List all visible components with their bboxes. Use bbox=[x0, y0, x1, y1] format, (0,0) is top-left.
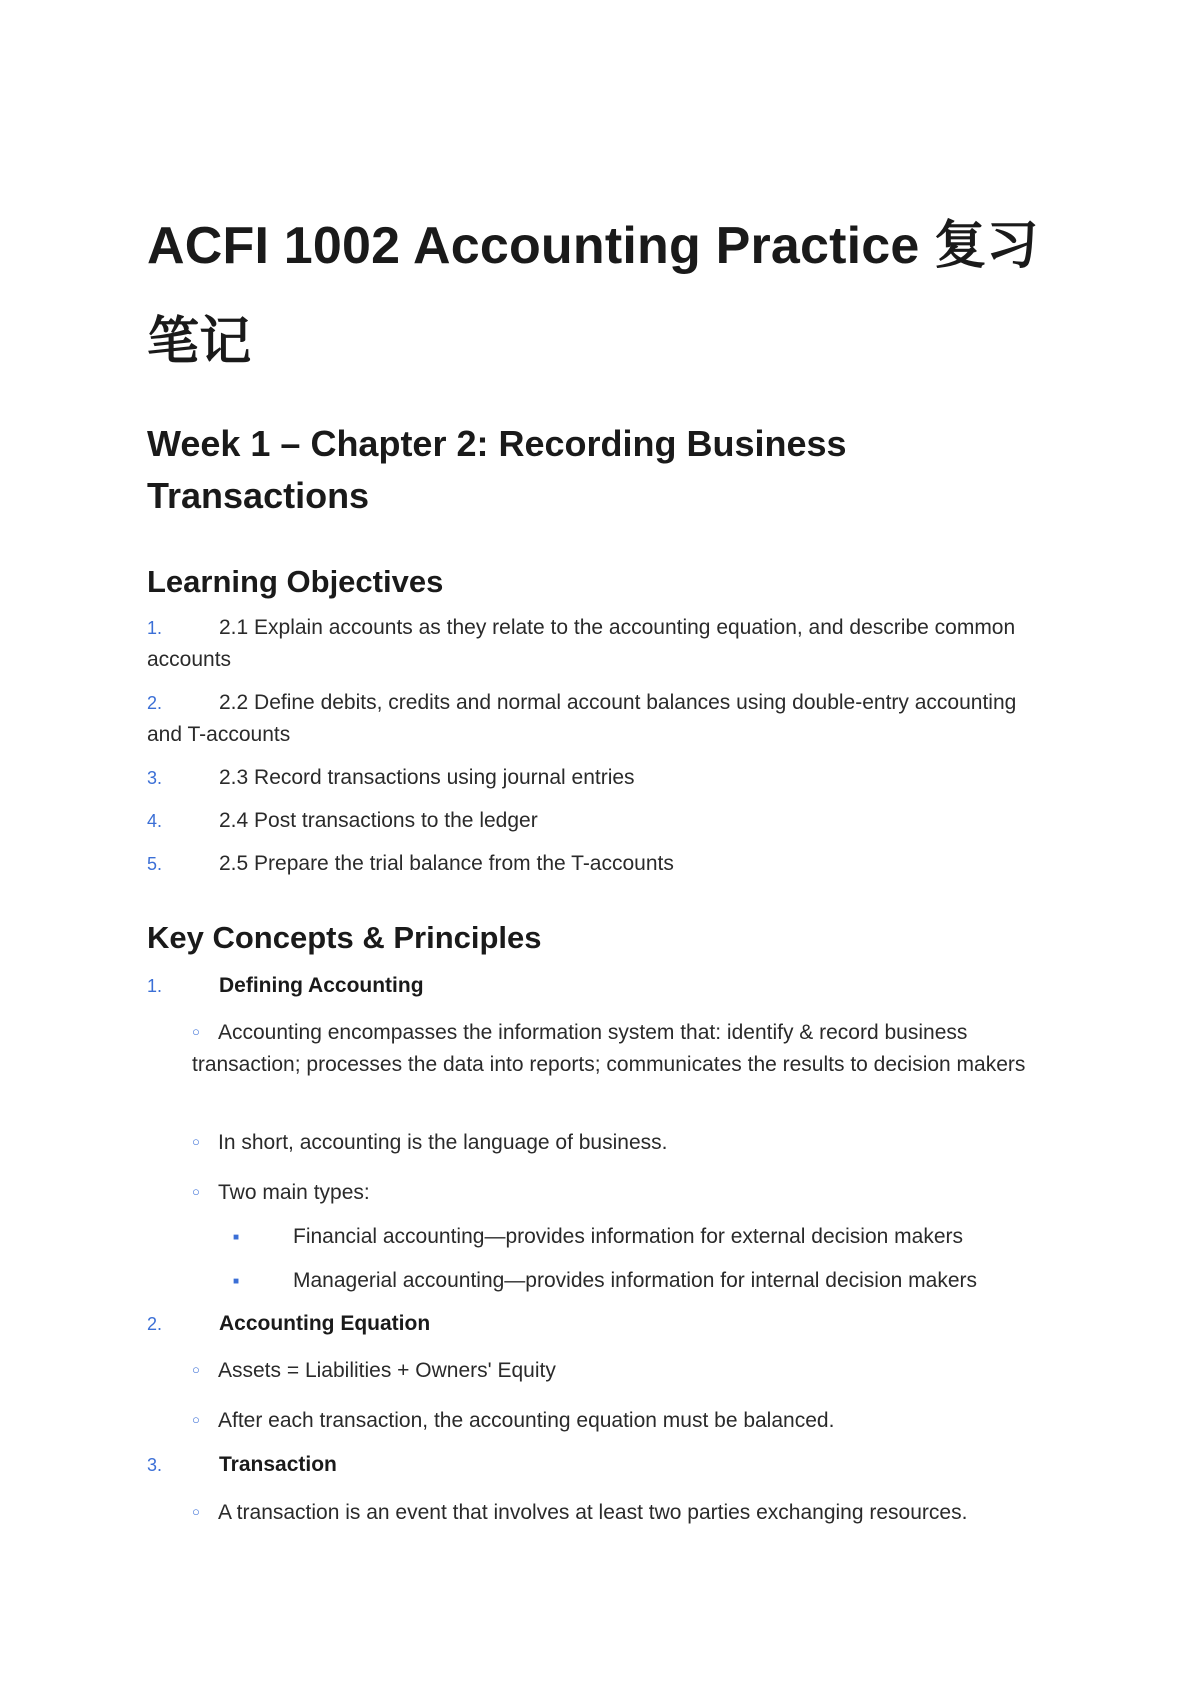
concept-heading-accounting-equation bbox=[147, 1308, 1047, 1340]
bullet-text: Accounting encompasses the information system that: identify & record business transaction; processes the data into reports; communicates the results to decision makers bbox=[192, 1021, 1026, 1076]
bullet-text: In short, accounting is the language of business. bbox=[218, 1131, 668, 1154]
concept-bullet bbox=[192, 1126, 1042, 1159]
concept-sub-bullet bbox=[233, 1265, 1053, 1298]
list-item-text: 2.4 Post transactions to the ledger bbox=[219, 809, 538, 832]
list-item bbox=[147, 848, 1027, 880]
circle-bullet-icon: ○ bbox=[192, 1134, 200, 1149]
concept-title: Transaction bbox=[219, 1453, 337, 1476]
list-item bbox=[147, 612, 1027, 676]
concept-bullet bbox=[192, 1404, 1042, 1437]
concept-bullet bbox=[192, 1176, 1042, 1209]
key-concepts-heading: Key Concepts & Principles bbox=[147, 920, 542, 955]
list-number: 3. bbox=[147, 768, 163, 788]
concept-bullet bbox=[192, 1354, 1042, 1387]
bullet-text: Two main types: bbox=[218, 1181, 370, 1204]
list-number: 4. bbox=[147, 811, 163, 831]
learning-objectives-list bbox=[147, 612, 1027, 891]
sub-bullet-text: Financial accounting—provides information for external decision makers bbox=[293, 1225, 963, 1248]
circle-bullet-icon: ○ bbox=[192, 1412, 200, 1427]
square-bullet-icon: ■ bbox=[233, 1276, 240, 1287]
bullet-text: After each transaction, the accounting equation must be balanced. bbox=[218, 1409, 835, 1432]
list-item-text: 2.1 Explain accounts as they relate to the accounting equation, and describe common accounts bbox=[147, 616, 1016, 671]
list-item bbox=[147, 805, 1027, 837]
sub-bullet-text: Managerial accounting—provides information for internal decision makers bbox=[293, 1269, 978, 1292]
list-item bbox=[147, 762, 1027, 794]
document-title: ACFI 1002 Accounting Practice 复习笔记 bbox=[147, 217, 1039, 371]
list-number: 3. bbox=[147, 1455, 163, 1475]
concept-heading-defining-accounting bbox=[147, 970, 1047, 1002]
list-item-text: 2.3 Record transactions using journal entries bbox=[219, 766, 635, 789]
circle-bullet-icon: ○ bbox=[192, 1362, 200, 1377]
list-number: 1. bbox=[147, 618, 163, 638]
list-number: 2. bbox=[147, 693, 163, 713]
concept-bullet bbox=[192, 1016, 1042, 1081]
bullet-text: A transaction is an event that involves at least two parties exchanging resources. bbox=[218, 1501, 968, 1524]
learning-objectives-heading: Learning Objectives bbox=[147, 564, 444, 599]
week-heading: Week 1 – Chapter 2: Recording Business Transactions bbox=[147, 423, 847, 516]
concept-title: Accounting Equation bbox=[219, 1312, 431, 1335]
concept-title: Defining Accounting bbox=[219, 974, 424, 997]
circle-bullet-icon: ○ bbox=[192, 1504, 200, 1519]
list-number: 1. bbox=[147, 976, 163, 996]
list-number: 5. bbox=[147, 854, 163, 874]
concept-sub-bullet bbox=[233, 1221, 1053, 1254]
list-item-text: 2.2 Define debits, credits and normal account balances using double-entry accounting and T-accounts bbox=[147, 691, 1017, 746]
concept-bullet bbox=[192, 1496, 1042, 1529]
bullet-text: Assets = Liabilities + Owners' Equity bbox=[218, 1359, 556, 1382]
list-item bbox=[147, 687, 1027, 751]
concept-heading-transaction bbox=[147, 1449, 1047, 1481]
square-bullet-icon: ■ bbox=[233, 1232, 240, 1243]
circle-bullet-icon: ○ bbox=[192, 1024, 200, 1039]
circle-bullet-icon: ○ bbox=[192, 1184, 200, 1199]
list-number: 2. bbox=[147, 1314, 163, 1334]
list-item-text: 2.5 Prepare the trial balance from the T-accounts bbox=[219, 852, 674, 875]
